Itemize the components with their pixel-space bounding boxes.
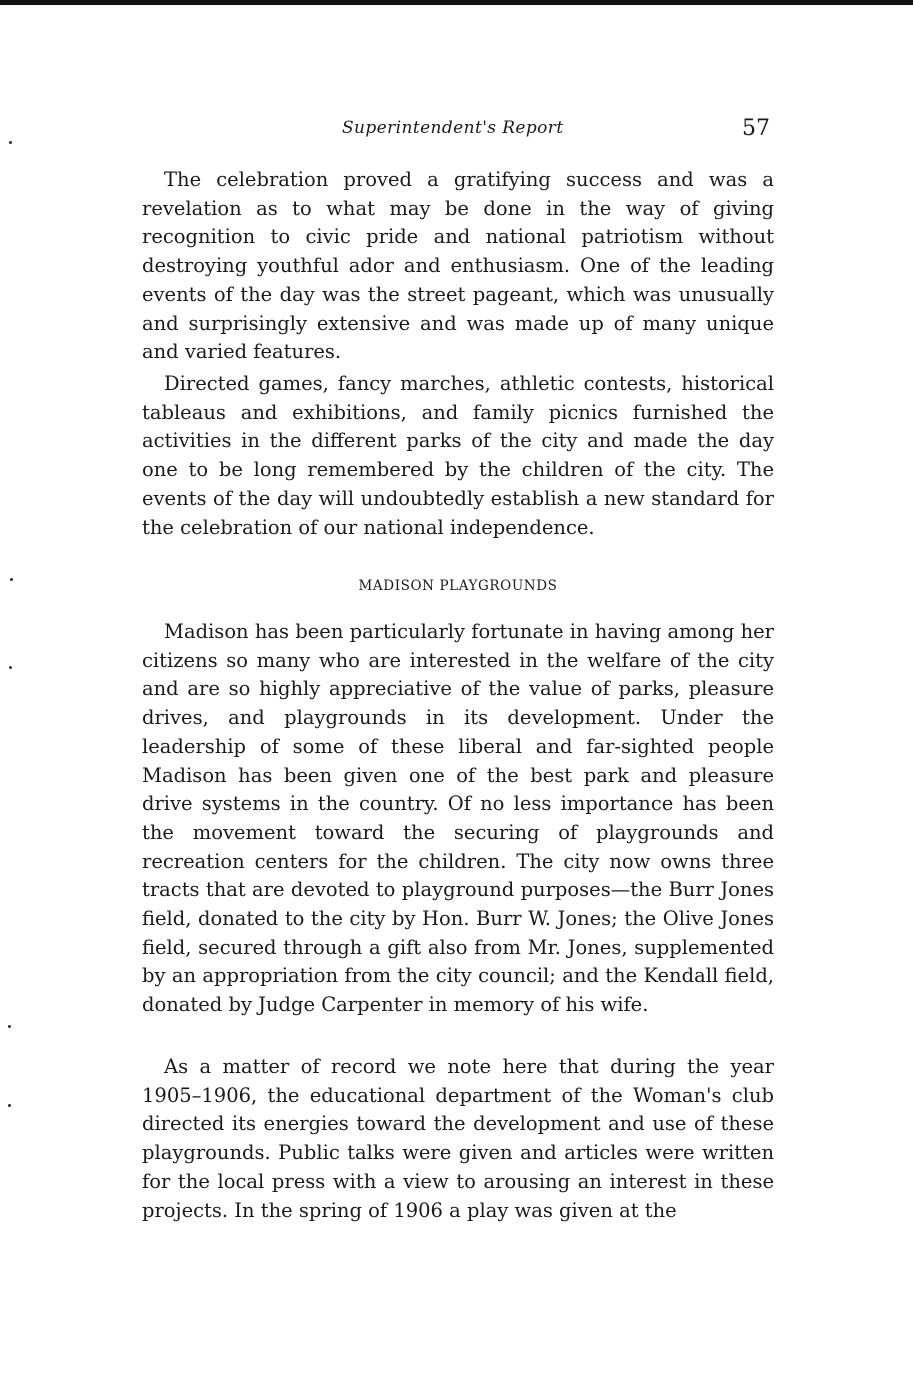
scan-speck [9,666,12,669]
page-header [142,116,772,146]
paragraph-matter-of-record: As a matter of record we note here that during the year 1905–1906, the educational department of the Woman's club directed its energies toward the development and use of these playgrounds. Public talks were given and articles were written for the local press with a view to arousing an interest in these projects. In the spring of 1906 a play was given at the [142,1055,774,1222]
scan-speck [8,1104,11,1107]
section-heading: MADISON PLAYGROUNDS [358,578,558,594]
page-number: 57 [742,116,770,141]
paragraph-celebration: The celebration proved a gratifying success and was a revelation as to what may be done in the way of giving recognition to civic pride and national patriotism without destroying youthful ador and enthusiasm. One of the leading events of the day was the street pageant, which was unusually and surprisingly extensive and was made up of many unique and varied features. [142,168,774,364]
top-border-rule [0,0,913,5]
paragraph-directed-games: Directed games, fancy marches, athletic contests, historical tableaus and exhibitions, and family picnics furnished the activities in the different parks of the city and made the day one to be long remembered by the children of the city. The events of the day will undoubtedly establish a new standard for the celebration of our national independence. [142,372,774,539]
paragraph-madison-fortunate: Madison has been particularly fortunate in having among her citizens so many who are interested in the welfare of the city and are so highly appreciative of the value of parks, pleasure drives, and playgrounds in its development. Under the leadership of some of these liberal and far-sighted people Madison has been given one of the best park and pleasure drive systems in the country. Of no less importance has been the movement toward the securing of playgrounds and recreation centers for the children. The city now owns three tracts that are devoted to playground purposes—the Burr Jones field, donated to the city by Hon. Burr W. Jones; the Olive Jones field, secured through a gift also from Mr. Jones, supplemented by an appropriation from the city council; and the Kendall field, donated by Judge Carpenter in memory of his wife. [142,620,774,1017]
scan-speck [9,141,12,144]
running-head: Superintendent's Report [342,118,564,138]
scan-speck [10,578,13,581]
scan-speck [8,1025,11,1028]
